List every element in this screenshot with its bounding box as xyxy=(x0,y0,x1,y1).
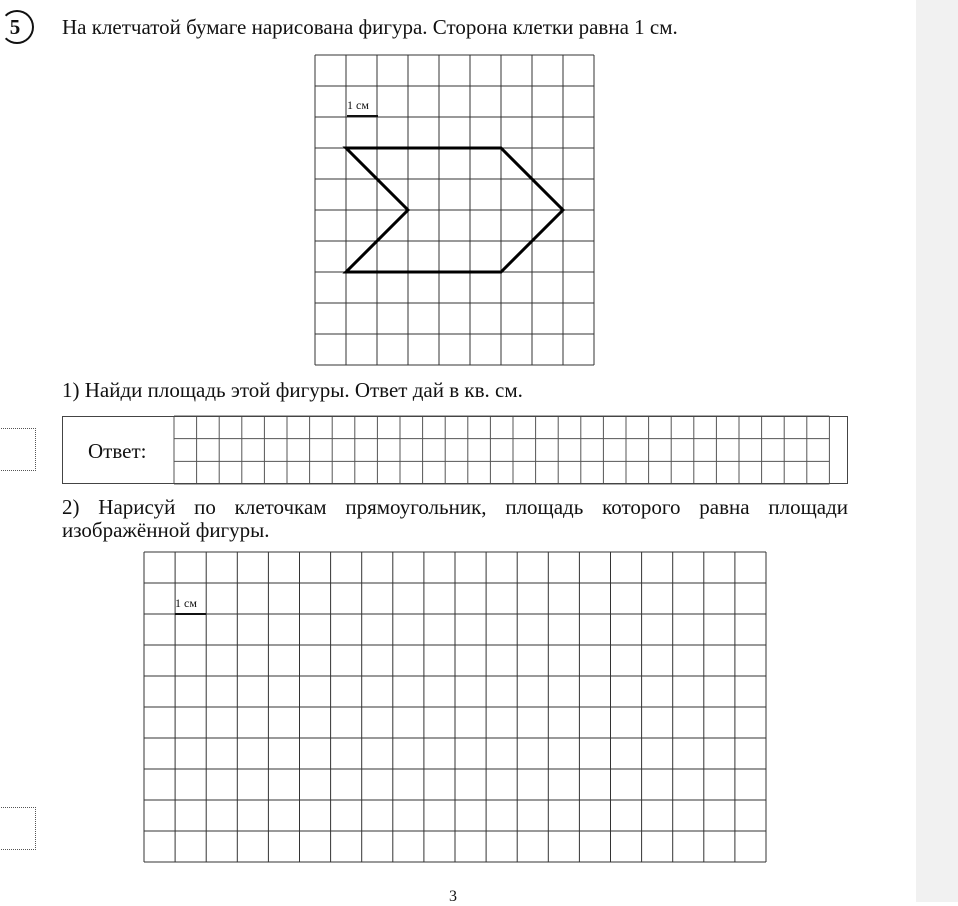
score-box-2 xyxy=(0,807,36,850)
scale-mark-1 xyxy=(347,115,378,117)
drawing-grid xyxy=(144,552,766,862)
scale-label-2: 1 см xyxy=(175,596,197,610)
score-box-1 xyxy=(0,428,36,471)
question2-text: 2) Нарисуй по клеточкам прямоугольник, площадь которого равна площади изображённой фигуры. xyxy=(62,495,848,542)
answer-box xyxy=(62,416,848,484)
question1-text: 1) Найди площадь этой фигуры. Ответ дай в кв. см. xyxy=(62,378,523,402)
answer-label: Ответ: xyxy=(88,439,147,463)
page-number: 3 xyxy=(449,888,457,905)
scale-mark-2 xyxy=(175,613,206,615)
scale-label-1: 1 см xyxy=(347,98,369,112)
task-intro: На клетчатой бумаге нарисована фигура. Сторона клетки равна 1 см. xyxy=(62,15,678,39)
task-number: 5 xyxy=(9,14,21,39)
